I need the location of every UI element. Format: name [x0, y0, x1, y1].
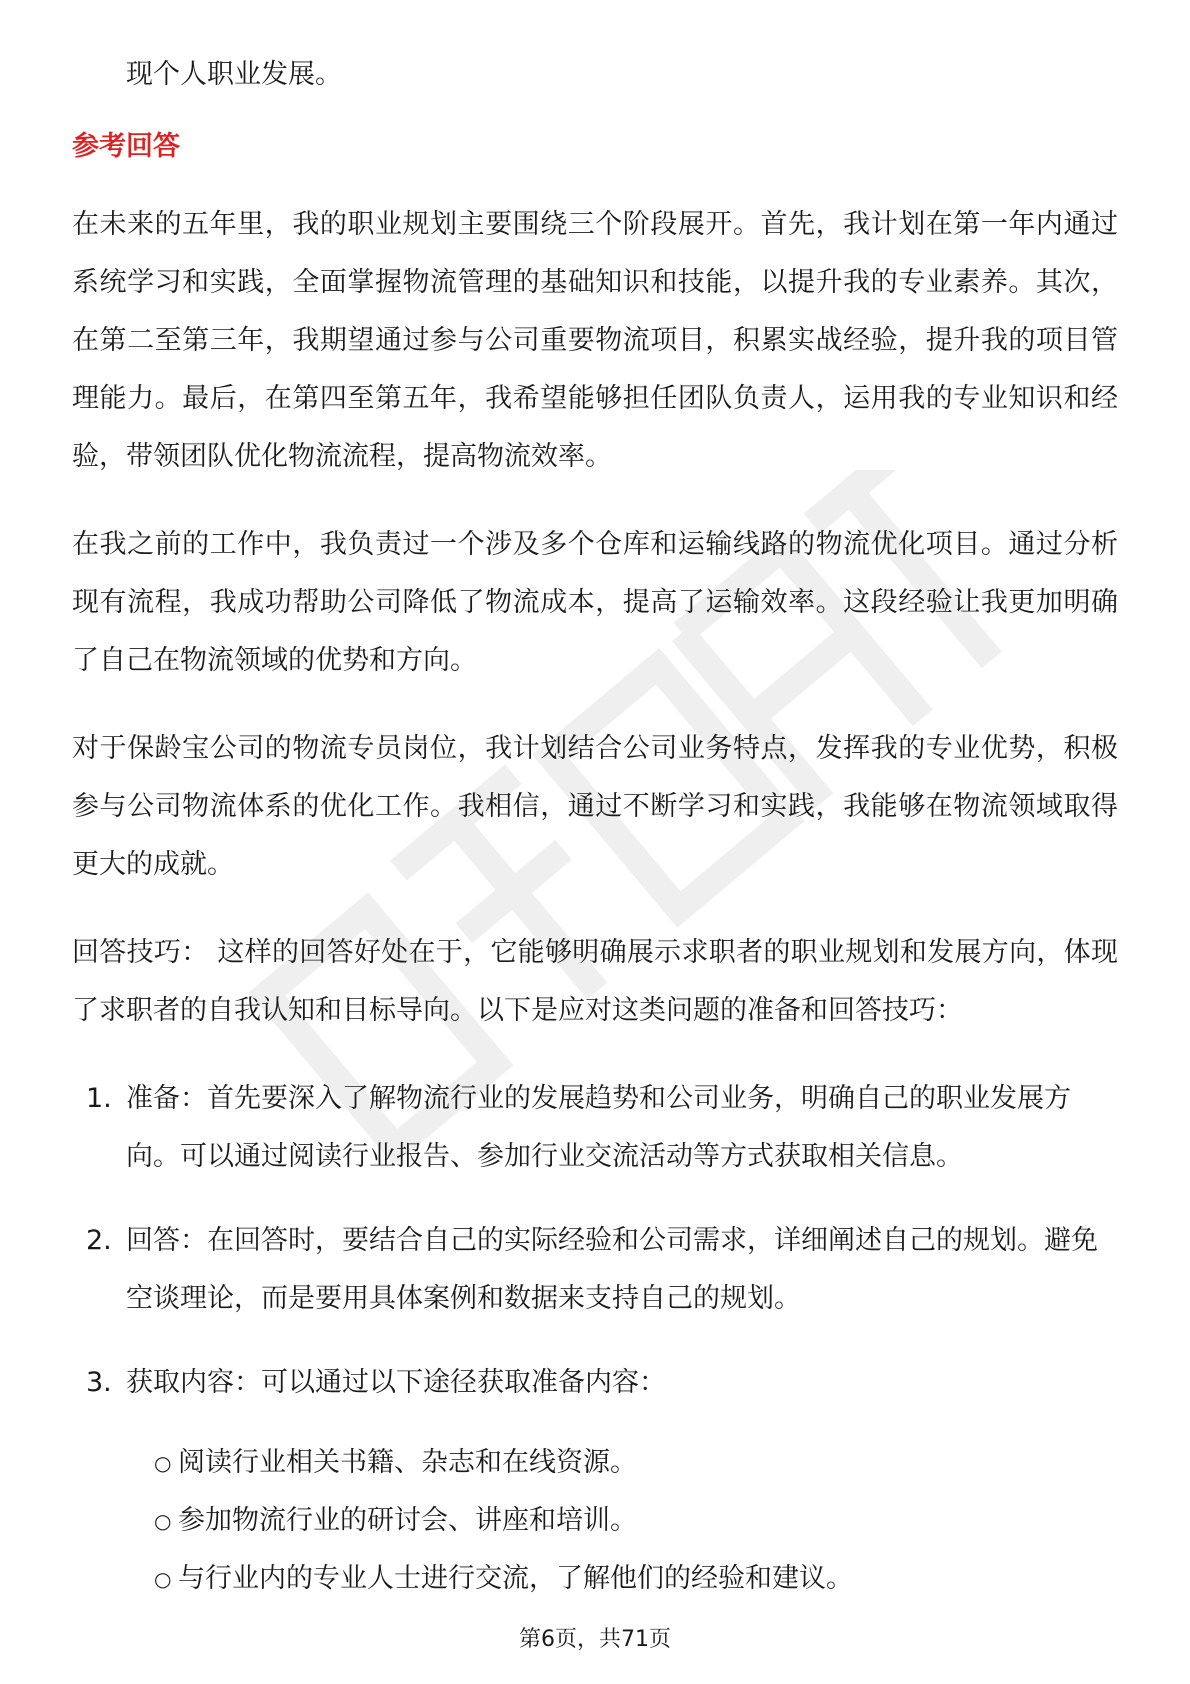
list-item-text: 获取内容：可以通过以下途径获取准备内容： — [126, 1367, 666, 1398]
tips-paragraph: 回答技巧： 这样的回答好处在于，它能够明确展示求职者的职业规划和发展方向，体现了求职者的自我认知和目标导向。以下是应对这类问题的准备和回答技巧： — [72, 937, 1118, 1026]
sub-list-item — [126, 1492, 1118, 1550]
sub-list-item-text: 阅读行业相关书籍、杂志和在线资源。 — [178, 1447, 637, 1478]
sub-list — [126, 1434, 1118, 1608]
circle-bullet-icon: ○ — [154, 1451, 172, 1475]
circle-bullet-icon: ○ — [154, 1567, 172, 1591]
list-item — [72, 1070, 1118, 1186]
continuation-text: 现个人职业发展。 — [126, 59, 342, 90]
list-number: 2. — [86, 1225, 112, 1256]
answer-paragraph-1: 在未来的五年里，我的职业规划主要围绕三个阶段展开。首先，我计划在第一年内通过系统学习和实践，全面掌握物流管理的基础知识和技能，以提升我的专业素养。其次，在第二至第三年，我期望通过参与公司重要物流项目，积累实战经验，提升我的项目管理能力。最后，在第四至第五年，我希望能够担任团队负责人，运用我的专业知识和经验，带领团队优化物流流程，提高物流效率。 — [72, 209, 1118, 472]
page-footer: 第6页，共71页 — [519, 1627, 671, 1652]
list-item-text: 准备：首先要深入了解物流行业的发展趋势和公司业务，明确自己的职业发展方向。可以通过阅读行业报告、参加行业交流活动等方式获取相关信息。 — [126, 1083, 1071, 1172]
list-item-text: 回答：在回答时，要结合自己的实际经验和公司需求，详细阐述自己的规划。避免空谈理论，而是要用具体案例和数据来支持自己的规划。 — [126, 1225, 1098, 1314]
sub-list-item — [126, 1550, 1118, 1608]
circle-bullet-icon: ○ — [154, 1509, 172, 1533]
document-page — [72, 46, 1118, 1634]
sub-list-item — [126, 1434, 1118, 1492]
answer-paragraph-2: 在我之前的工作中，我负责过一个涉及多个仓库和运输线路的物流优化项目。通过分析现有流程，我成功帮助公司降低了物流成本，提高了运输效率。这段经验让我更加明确了自己在物流领域的优势和方向。 — [72, 529, 1118, 676]
section-heading: 参考回答 — [72, 131, 180, 162]
list-number: 1. — [86, 1083, 112, 1114]
answer-paragraph-3: 对于保龄宝公司的物流专员岗位，我计划结合公司业务特点，发挥我的专业优势，积极参与公司物流体系的优化工作。我相信，通过不断学习和实践，我能够在物流领域取得更大的成就。 — [72, 733, 1118, 880]
tips-list — [72, 1070, 1118, 1608]
list-number: 3. — [86, 1367, 112, 1398]
sub-list-item-text: 与行业内的专业人士进行交流，了解他们的经验和建议。 — [178, 1563, 853, 1594]
list-item — [72, 1212, 1118, 1328]
sub-list-item-text: 参加物流行业的研讨会、讲座和培训。 — [178, 1505, 637, 1536]
list-item — [72, 1354, 1118, 1608]
